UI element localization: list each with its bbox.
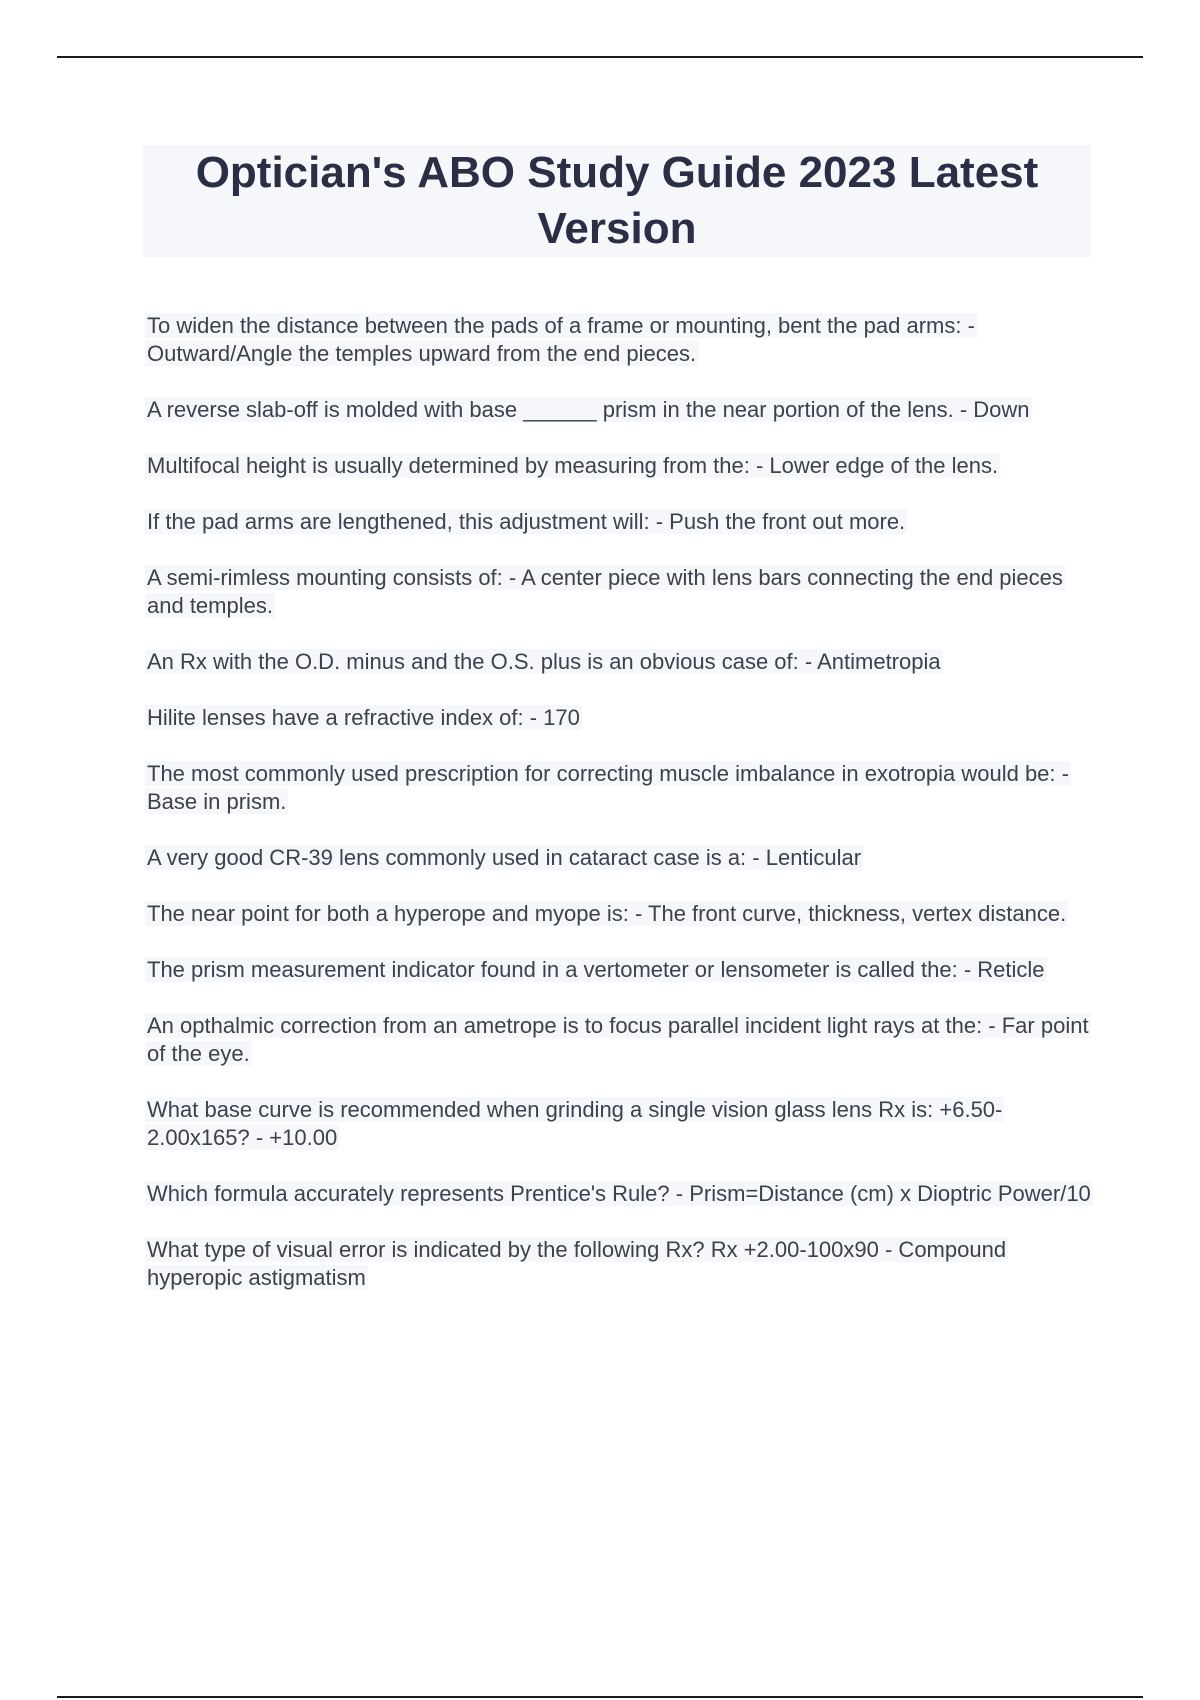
title-block	[143, 145, 1091, 257]
qa-text: Hilite lenses have a refractive index of: - 170	[147, 705, 580, 730]
qa-item	[145, 1236, 1095, 1292]
qa-list	[145, 312, 1095, 1320]
qa-text: The most commonly used prescription for correcting muscle imbalance in exotropia would be: - Base in prism.	[147, 761, 1069, 814]
qa-text: What type of visual error is indicated by the following Rx? Rx +2.00-100x90 - Compound hyperopic astigmatism	[147, 1237, 1007, 1290]
footer-rule	[57, 1696, 1143, 1698]
qa-text: A very good CR-39 lens commonly used in cataract case is a: - Lenticular	[147, 845, 862, 870]
qa-text: If the pad arms are lengthened, this adjustment will: - Push the front out more.	[147, 509, 906, 534]
qa-item	[145, 1012, 1095, 1068]
qa-item	[145, 1096, 1095, 1152]
qa-item	[145, 396, 1095, 424]
qa-item	[145, 648, 1095, 676]
qa-item	[145, 312, 1095, 368]
qa-text: An opthalmic correction from an ametrope is to focus parallel incident light rays at the: - Far point of the eye.	[147, 1013, 1089, 1066]
qa-item	[145, 508, 1095, 536]
qa-text: The prism measurement indicator found in a vertometer or lensometer is called the: - Reticle	[147, 957, 1045, 982]
qa-item	[145, 704, 1095, 732]
qa-text: What base curve is recommended when grinding a single vision glass lens Rx is: +6.50-2.00x165? - +10.00	[147, 1097, 1003, 1150]
qa-text: A semi-rimless mounting consists of: - A center piece with lens bars connecting the end pieces and temples.	[147, 565, 1063, 618]
qa-item	[145, 844, 1095, 872]
qa-text: Which formula accurately represents Prentice's Rule? - Prism=Distance (cm) x Dioptric Power/10	[147, 1181, 1091, 1206]
qa-item	[145, 900, 1095, 928]
qa-item	[145, 956, 1095, 984]
qa-text: The near point for both a hyperope and myope is: - The front curve, thickness, vertex distance.	[147, 901, 1067, 926]
qa-item	[145, 452, 1095, 480]
qa-text: To widen the distance between the pads of a frame or mounting, bent the pad arms: - Outward/Angle the temples upward from the end pieces.	[147, 313, 975, 366]
header-rule	[57, 56, 1143, 58]
qa-text: An Rx with the O.D. minus and the O.S. plus is an obvious case of: - Antimetropia	[147, 649, 941, 674]
document-title: Optician's ABO Study Guide 2023 Latest Version	[195, 148, 1039, 253]
qa-item	[145, 1180, 1095, 1208]
qa-text: A reverse slab-off is molded with base ______ prism in the near portion of the lens. - Down	[147, 397, 1030, 422]
qa-text: Multifocal height is usually determined by measuring from the: - Lower edge of the lens.	[147, 453, 999, 478]
qa-item	[145, 760, 1095, 816]
qa-item	[145, 564, 1095, 620]
